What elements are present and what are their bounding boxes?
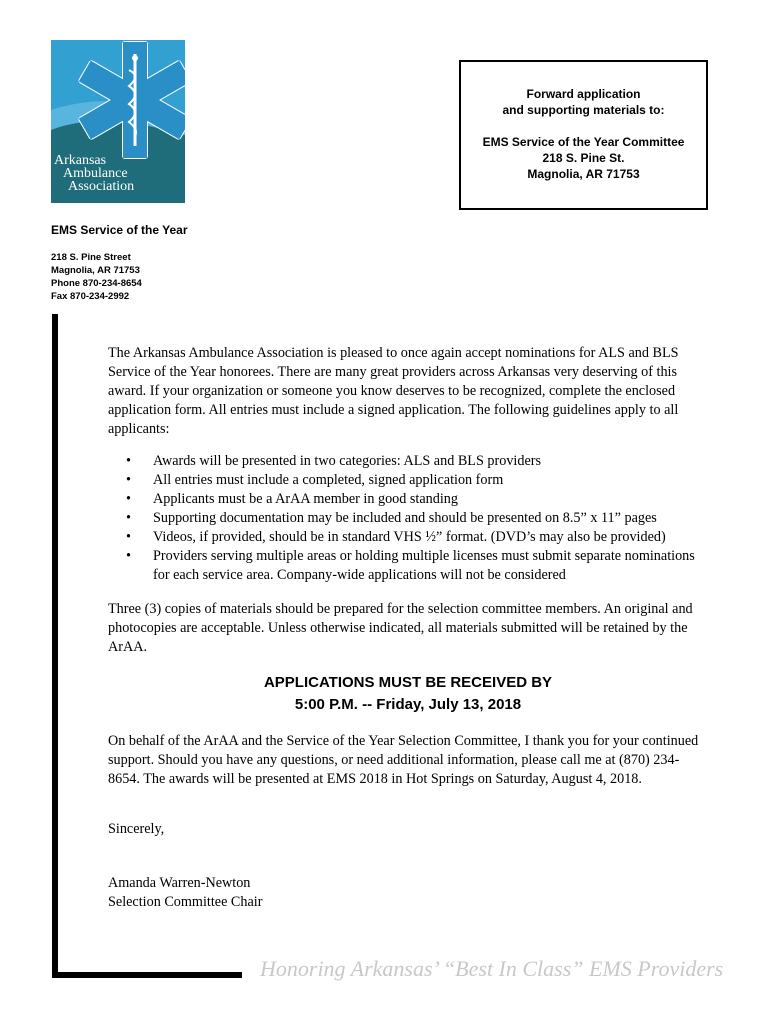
signer-title: Selection Committee Chair (108, 894, 263, 910)
copies-paragraph: Three (3) copies of materials should be prepared for the selection committee members. An original and photocopies are acceptable. Unless otherwise indicated, all materials submitted will be retained by the ArAA. (108, 601, 693, 655)
address-line-3: EMS Service of the Year Committee (482, 135, 685, 149)
org-phone: Phone 870-234-8654 (51, 278, 142, 289)
footer-tagline: Honoring Arkansas’ “Best In Class” EMS Providers (260, 956, 724, 981)
org-street: 218 S. Pine Street (51, 252, 131, 263)
address-line-1: Forward application (526, 87, 641, 101)
guidelines-list (108, 452, 708, 585)
list-item: • Videos, if provided, should be in standard VHS ½” format. (DVD’s may also be provided) (126, 529, 666, 545)
address-line-2: and supporting materials to: (502, 103, 665, 117)
closing: Sincerely, (108, 821, 165, 837)
list-item: • All entries must include a completed, signed application form (126, 472, 504, 488)
deadline-line-2: 5:00 P.M. -- Friday, July 13, 2018 (294, 696, 522, 713)
signer-name: Amanda Warren-Newton (108, 875, 251, 891)
forwarding-address-box (459, 60, 708, 210)
org-title: EMS Service of the Year (51, 223, 188, 237)
thanks-paragraph: On behalf of the ArAA and the Service of the Year Selection Committee, I thank you for your continued support. Should you have any questions, or need additional information, please call me at (870) 234-8654. The awards will be presented at EMS 2018 in Hot Springs on Saturday, August 4, 2018. (108, 733, 699, 787)
logo-line-2: Ambulance (63, 166, 128, 181)
deadline-notice (108, 672, 708, 716)
list-item: • Supporting documentation may be included and should be presented on 8.5” x 11” pages (126, 510, 657, 526)
org-city: Magnolia, AR 71753 (51, 265, 140, 276)
intro-paragraph: The Arkansas Ambulance Association is pleased to once again accept nominations for ALS and BLS Service of the Year honorees. There are many great providers across Arkansas very deserving of this award. If your organization or someone you know deserves to be recognized, complete the enclosed application form. All entries must include a signed application. The following guidelines apply to all applicants: (108, 345, 679, 437)
list-item: • Awards will be presented in two categories: ALS and BLS providers (126, 453, 541, 469)
org-contact-info (51, 251, 142, 303)
address-line-5: Magnolia, AR 71753 (527, 167, 640, 181)
address-line-4: 218 S. Pine St. (542, 151, 625, 165)
logo-wordmark (54, 154, 134, 193)
org-fax: Fax 870-234-2992 (51, 291, 130, 302)
logo-line-3: Association (68, 179, 135, 194)
list-item: • Providers serving multiple areas or holding multiple licenses must submit separate nominations for each service area. Company-wide applications will not be considered (126, 548, 695, 583)
deadline-line-1: APPLICATIONS MUST BE RECEIVED BY (263, 674, 553, 691)
logo-line-1: Arkansas (54, 153, 107, 168)
list-item: • Applicants must be a ArAA member in good standing (126, 491, 458, 507)
